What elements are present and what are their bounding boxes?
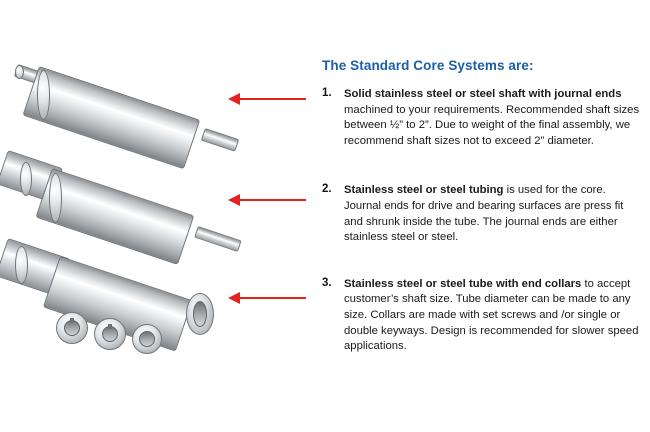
- list-item-1-lead: Solid stainless steel or steel shaft with journal ends: [344, 88, 622, 100]
- list-item-2-lead: Stainless steel or steel tubing: [344, 184, 504, 197]
- journal-end-right-icon: [201, 128, 239, 152]
- illustration-tube-with-end-collars-roller: [8, 238, 258, 368]
- arrow-shaft: [238, 297, 306, 299]
- list-item-3-rest: to accept customer’s shaft size. Tube diameter can be made to any size. Collars are made with set screws and /or single or double keyways. Design is recommended for slower speed applications.: [344, 277, 639, 353]
- list-item-3: [322, 277, 642, 355]
- collar-2-bore: [102, 326, 118, 342]
- roller-end-face: [37, 70, 50, 120]
- list-item-3-lead: Stainless steel or steel tube with end collars: [344, 277, 582, 290]
- tube-open-end-face: [15, 246, 28, 284]
- collar-2-keyway: [108, 324, 112, 329]
- list-item-2-number: 2.: [322, 183, 332, 196]
- callout-arrow-3: [228, 292, 306, 304]
- tube-open-end-face: [20, 162, 32, 196]
- list-item-3-number: 3.: [322, 276, 332, 289]
- shaft-end-cap-icon: [15, 65, 24, 79]
- illustration-tubing-core-roller: [8, 150, 248, 246]
- list-item-3-body: [344, 277, 642, 355]
- collar-3-bore: [139, 331, 155, 347]
- page-title: The Standard Core Systems are:: [322, 58, 534, 73]
- list-item-2: [322, 183, 642, 245]
- collar-1-keyway: [70, 318, 74, 323]
- list-item-1-body: [344, 87, 642, 149]
- illustration-solid-shaft-roller: [8, 56, 238, 152]
- list-item-1-number: 1.: [322, 87, 332, 99]
- text-column: [322, 58, 642, 381]
- list-item-2-rest: is used for the core. Journal ends for drive and bearing surfaces are press fit and shrunk inside the tube. The journal ends are either stainless steel or steel.: [344, 184, 624, 244]
- arrow-shaft: [238, 199, 306, 201]
- arrow-shaft: [238, 98, 306, 100]
- list-item-1-rest: machined to your requirements. Recommended shaft sizes between ½” to 2”. Due to weight of the final assembly, we recommend shaft sizes not to exceed 2” diameter.: [344, 103, 640, 147]
- callout-arrow-2: [228, 194, 306, 206]
- end-collar-bore: [193, 301, 207, 327]
- roller-end-face: [49, 173, 62, 223]
- callout-arrow-1: [228, 93, 306, 105]
- list-item-1: [322, 87, 642, 149]
- list-item-2-body: [344, 183, 642, 245]
- collar-1-bore: [64, 320, 80, 336]
